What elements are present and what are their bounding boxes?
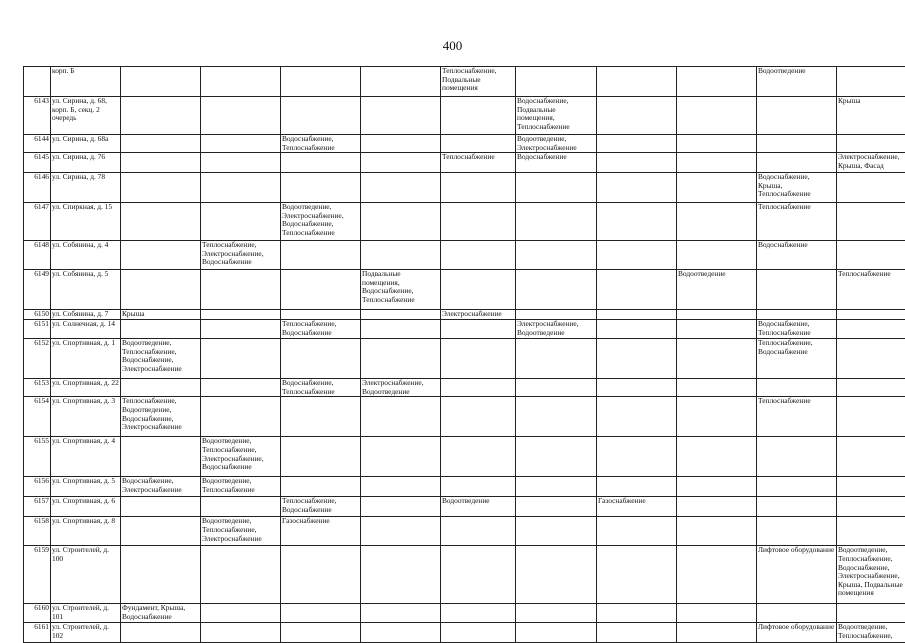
work-type-cell — [121, 320, 201, 339]
work-type-cell — [837, 173, 905, 203]
work-type-cell — [201, 339, 281, 379]
work-type-cell — [516, 497, 597, 517]
work-type-cell — [201, 320, 281, 339]
work-type-cell — [597, 397, 677, 437]
work-type-cell — [201, 173, 281, 203]
work-type-cell: Электроснабжение, Водоотведение — [516, 320, 597, 339]
work-type-cell: Крыша — [121, 310, 201, 320]
work-type-cell — [516, 203, 597, 241]
work-type-cell — [516, 437, 597, 477]
work-type-cell — [441, 241, 516, 270]
row-number: 6154 — [24, 397, 51, 437]
work-type-cell — [281, 241, 361, 270]
work-type-cell — [757, 604, 837, 623]
work-type-cell — [361, 241, 441, 270]
work-type-cell — [281, 310, 361, 320]
work-type-cell — [121, 497, 201, 517]
row-number: 6144 — [24, 135, 51, 153]
work-type-cell — [516, 310, 597, 320]
work-type-cell: Теплоснабжение — [837, 270, 905, 310]
work-type-cell — [201, 67, 281, 97]
table-row — [24, 67, 905, 97]
table-row — [24, 153, 905, 173]
work-type-cell — [677, 153, 757, 173]
work-type-cell — [597, 379, 677, 397]
work-type-cell — [757, 135, 837, 153]
work-type-cell — [677, 604, 757, 623]
work-type-cell — [837, 67, 905, 97]
work-type-cell — [516, 517, 597, 546]
work-type-cell: Водоотведение, Теплоснабжение, Электроснабжение, Водоснабжение — [201, 437, 281, 477]
work-type-cell: Теплоснабжение, Электроснабжение, Водоснабжение — [201, 241, 281, 270]
work-type-cell — [281, 67, 361, 97]
work-type-cell: Водоснабжение, Теплоснабжение — [281, 379, 361, 397]
work-type-cell — [441, 270, 516, 310]
work-type-cell: Водоотведение, Электроснабжение — [516, 135, 597, 153]
work-type-cell — [441, 517, 516, 546]
address-cell: ул. Собянина, д. 4 — [51, 241, 121, 270]
work-type-cell: Водоснабжение — [516, 153, 597, 173]
work-type-cell — [281, 477, 361, 497]
address-cell: ул. Строителей, д. 101 — [51, 604, 121, 623]
work-type-cell — [516, 379, 597, 397]
work-type-cell — [757, 477, 837, 497]
table-row — [24, 339, 905, 379]
work-type-cell: Водоотведение — [757, 67, 837, 97]
work-type-cell — [516, 477, 597, 497]
work-type-cell: Теплоснабжение, Водоснабжение — [281, 320, 361, 339]
work-type-cell — [441, 397, 516, 437]
work-type-cell — [677, 546, 757, 604]
work-type-cell — [361, 437, 441, 477]
work-type-cell — [201, 397, 281, 437]
work-type-cell — [201, 203, 281, 241]
work-type-cell — [281, 437, 361, 477]
work-type-cell — [516, 339, 597, 379]
address-cell: ул. Спортивная, д. 3 — [51, 397, 121, 437]
work-type-cell: Водоотведение, Теплоснабжение, — [837, 623, 905, 643]
work-type-cell: Электроснабжение — [441, 310, 516, 320]
table-row — [24, 241, 905, 270]
work-type-cell — [597, 203, 677, 241]
work-type-cell — [837, 339, 905, 379]
row-number: 6153 — [24, 379, 51, 397]
work-type-cell — [516, 604, 597, 623]
work-type-cell — [516, 173, 597, 203]
work-type-cell — [837, 320, 905, 339]
work-type-cell — [441, 379, 516, 397]
work-type-cell — [361, 339, 441, 379]
work-type-cell: Теплоснабжение, Водоотведение, Водоснабжение, Электроснабжение — [121, 397, 201, 437]
work-type-cell: Электроснабжение, Водоотведение — [361, 379, 441, 397]
address-cell: ул. Спортивная, д. 8 — [51, 517, 121, 546]
work-type-cell — [361, 67, 441, 97]
row-number: 6152 — [24, 339, 51, 379]
table-row — [24, 320, 905, 339]
work-type-cell — [597, 97, 677, 135]
address-cell: ул. Строителей, д. 100 — [51, 546, 121, 604]
page-number: 400 — [0, 38, 905, 54]
work-type-cell: Водоснабжение, Теплоснабжение — [281, 135, 361, 153]
address-cell: ул. Строителей, д. 102 — [51, 623, 121, 643]
work-type-cell — [837, 379, 905, 397]
row-number: 6145 — [24, 153, 51, 173]
work-type-cell — [201, 153, 281, 173]
work-type-cell — [281, 173, 361, 203]
work-type-cell: Водоснабжение, Крыша, Теплоснабжение — [757, 173, 837, 203]
work-type-cell: Теплоснабжение — [441, 153, 516, 173]
work-type-cell — [677, 310, 757, 320]
table-row — [24, 97, 905, 135]
work-type-cell — [441, 97, 516, 135]
address-cell: ул. Спиркная, д. 15 — [51, 203, 121, 241]
work-type-cell — [677, 241, 757, 270]
work-type-cell — [281, 604, 361, 623]
work-type-cell — [677, 477, 757, 497]
work-type-cell — [121, 379, 201, 397]
row-number: 6146 — [24, 173, 51, 203]
table-row — [24, 203, 905, 241]
work-type-cell — [597, 135, 677, 153]
work-type-cell — [757, 153, 837, 173]
work-type-cell: Теплоснабжение, Подвальные помещения — [441, 67, 516, 97]
work-type-cell — [361, 97, 441, 135]
work-type-cell — [281, 97, 361, 135]
work-type-cell: Водоотведение, Теплоснабжение — [201, 477, 281, 497]
work-type-cell — [121, 153, 201, 173]
work-type-cell — [837, 517, 905, 546]
work-type-cell — [201, 379, 281, 397]
work-type-cell — [837, 437, 905, 477]
work-type-cell — [121, 135, 201, 153]
work-type-cell — [837, 477, 905, 497]
table-row — [24, 379, 905, 397]
work-type-cell — [597, 270, 677, 310]
address-cell: ул. Сирина, д. 68, корп. Б, секц. 2 очередь — [51, 97, 121, 135]
work-type-cell — [677, 203, 757, 241]
table-row — [24, 310, 905, 320]
work-type-cell: Водоснабжение, Теплоснабжение — [757, 320, 837, 339]
row-number: 6147 — [24, 203, 51, 241]
work-type-cell: Водоотведение, Теплоснабжение, Водоснабжение, Электроснабжение, Крыша, Подвальные помещения — [837, 546, 905, 604]
work-type-cell: Фундамент, Крыша, Водоснабжение — [121, 604, 201, 623]
address-cell: ул. Собянина, д. 5 — [51, 270, 121, 310]
table-row — [24, 497, 905, 517]
address-cell: ул. Спортивная, д. 6 — [51, 497, 121, 517]
work-type-cell — [201, 497, 281, 517]
table-row — [24, 135, 905, 153]
work-type-cell — [597, 437, 677, 477]
work-type-cell: Лифтовое оборудование — [757, 623, 837, 643]
work-type-cell — [516, 270, 597, 310]
work-type-cell — [361, 397, 441, 437]
row-number: 6151 — [24, 320, 51, 339]
work-type-cell — [361, 135, 441, 153]
work-type-cell — [361, 546, 441, 604]
table-row — [24, 173, 905, 203]
work-type-cell — [516, 397, 597, 437]
work-type-cell — [361, 153, 441, 173]
work-type-cell — [201, 97, 281, 135]
work-type-cell — [837, 203, 905, 241]
work-type-cell: Водоснабжение, Электроснабжение — [121, 477, 201, 497]
table-row — [24, 397, 905, 437]
work-type-cell — [837, 310, 905, 320]
work-type-cell: Водоснабжение, Подвальные помещения, Теплоснабжение — [516, 97, 597, 135]
work-type-cell — [837, 241, 905, 270]
work-type-cell — [201, 604, 281, 623]
repair-schedule-table — [23, 66, 905, 643]
work-type-cell — [201, 270, 281, 310]
row-number: 6148 — [24, 241, 51, 270]
work-type-cell — [757, 379, 837, 397]
work-type-cell — [597, 477, 677, 497]
work-type-cell — [597, 173, 677, 203]
table-row — [24, 604, 905, 623]
work-type-cell — [121, 241, 201, 270]
work-type-cell — [677, 97, 757, 135]
row-number: 6155 — [24, 437, 51, 477]
address-cell: ул. Собянина, д. 7 — [51, 310, 121, 320]
address-cell: ул. Сирина, д. 68а — [51, 135, 121, 153]
work-type-cell — [677, 67, 757, 97]
work-type-cell — [597, 310, 677, 320]
work-type-cell — [281, 153, 361, 173]
work-type-cell — [281, 397, 361, 437]
work-type-cell — [201, 310, 281, 320]
work-type-cell — [516, 67, 597, 97]
address-cell: ул. Спортивная, д. 22 — [51, 379, 121, 397]
work-type-cell — [121, 517, 201, 546]
work-type-cell — [677, 320, 757, 339]
work-type-cell — [361, 604, 441, 623]
work-type-cell — [121, 203, 201, 241]
work-type-cell — [361, 173, 441, 203]
work-type-cell — [201, 546, 281, 604]
work-type-cell — [121, 97, 201, 135]
work-type-cell — [597, 67, 677, 97]
work-type-cell — [516, 546, 597, 604]
row-number: 6160 — [24, 604, 51, 623]
work-type-cell — [516, 241, 597, 270]
row-number: 6143 — [24, 97, 51, 135]
work-type-cell — [837, 135, 905, 153]
table-row — [24, 517, 905, 546]
row-number: 6158 — [24, 517, 51, 546]
work-type-cell — [757, 517, 837, 546]
work-type-cell — [597, 153, 677, 173]
work-type-cell — [677, 437, 757, 477]
work-type-cell — [597, 320, 677, 339]
work-type-cell: Водоотведение, Теплоснабжение, Электроснабжение — [201, 517, 281, 546]
table-row — [24, 270, 905, 310]
work-type-cell — [281, 546, 361, 604]
work-type-cell — [597, 546, 677, 604]
work-type-cell — [757, 270, 837, 310]
work-type-cell — [361, 320, 441, 339]
row-number: 6150 — [24, 310, 51, 320]
address-cell: корп. Б — [51, 67, 121, 97]
row-number — [24, 67, 51, 97]
table-row — [24, 546, 905, 604]
work-type-cell — [441, 339, 516, 379]
work-type-cell — [597, 339, 677, 379]
address-cell: ул. Сирина, д. 78 — [51, 173, 121, 203]
work-type-cell — [441, 173, 516, 203]
address-cell: ул. Солнечная, д. 14 — [51, 320, 121, 339]
work-type-cell — [121, 437, 201, 477]
work-type-cell — [677, 173, 757, 203]
work-type-cell — [837, 397, 905, 437]
work-type-cell: Электроснабжение, Крыша, Фасад — [837, 153, 905, 173]
work-type-cell: Теплоснабжение, Водоснабжение — [757, 339, 837, 379]
work-type-cell — [361, 517, 441, 546]
work-type-cell — [361, 203, 441, 241]
work-type-cell — [121, 546, 201, 604]
work-type-cell: Теплоснабжение, Водоснабжение — [281, 497, 361, 517]
work-type-cell — [361, 497, 441, 517]
work-type-cell: Водоотведение, Электроснабжение, Водоснабжение, Теплоснабжение — [281, 203, 361, 241]
work-type-cell — [757, 310, 837, 320]
work-type-cell — [677, 497, 757, 517]
work-type-cell — [441, 604, 516, 623]
row-number: 6149 — [24, 270, 51, 310]
address-cell: ул. Сирина, д. 76 — [51, 153, 121, 173]
work-type-cell — [677, 517, 757, 546]
work-type-cell: Лифтовое оборудование — [757, 546, 837, 604]
work-type-cell: Подвальные помещения, Водоснабжение, Теплоснабжение — [361, 270, 441, 310]
work-type-cell — [441, 477, 516, 497]
table-row — [24, 477, 905, 497]
address-cell: ул. Спортивная, д. 1 — [51, 339, 121, 379]
work-type-cell — [757, 497, 837, 517]
work-type-cell — [757, 437, 837, 477]
work-type-cell — [201, 135, 281, 153]
row-number: 6156 — [24, 477, 51, 497]
work-type-cell — [597, 241, 677, 270]
work-type-cell — [597, 604, 677, 623]
work-type-cell: Газоснабжение — [597, 497, 677, 517]
table-row — [24, 437, 905, 477]
address-cell: ул. Спортивная, д. 4 — [51, 437, 121, 477]
work-type-cell — [677, 397, 757, 437]
work-type-cell: Теплоснабжение — [757, 203, 837, 241]
work-type-cell — [837, 604, 905, 623]
work-type-cell — [597, 517, 677, 546]
work-type-cell: Водоотведение, Теплоснабжение, Водоснабжение, Электроснабжение — [121, 339, 201, 379]
row-number: 6157 — [24, 497, 51, 517]
work-type-cell: Водоотведение — [677, 270, 757, 310]
work-type-cell: Водоснабжение — [757, 241, 837, 270]
work-type-cell — [677, 379, 757, 397]
work-type-cell — [441, 320, 516, 339]
work-type-cell — [677, 135, 757, 153]
work-type-cell — [677, 339, 757, 379]
work-type-cell — [121, 67, 201, 97]
work-type-cell — [441, 437, 516, 477]
address-cell: ул. Спортивная, д. 5 — [51, 477, 121, 497]
work-type-cell — [121, 173, 201, 203]
work-type-cell — [441, 203, 516, 241]
work-type-cell — [441, 135, 516, 153]
work-type-cell — [281, 339, 361, 379]
row-number: 6161 — [24, 623, 51, 643]
work-type-cell: Теплоснабжение — [757, 397, 837, 437]
work-type-cell — [441, 546, 516, 604]
work-type-cell: Газоснабжение — [281, 517, 361, 546]
work-type-cell — [361, 477, 441, 497]
work-type-cell — [757, 97, 837, 135]
work-type-cell — [361, 310, 441, 320]
row-number: 6159 — [24, 546, 51, 604]
work-type-cell — [837, 497, 905, 517]
work-type-cell — [281, 270, 361, 310]
work-type-cell: Крыша — [837, 97, 905, 135]
work-type-cell — [121, 270, 201, 310]
work-type-cell: Водоотведение — [441, 497, 516, 517]
